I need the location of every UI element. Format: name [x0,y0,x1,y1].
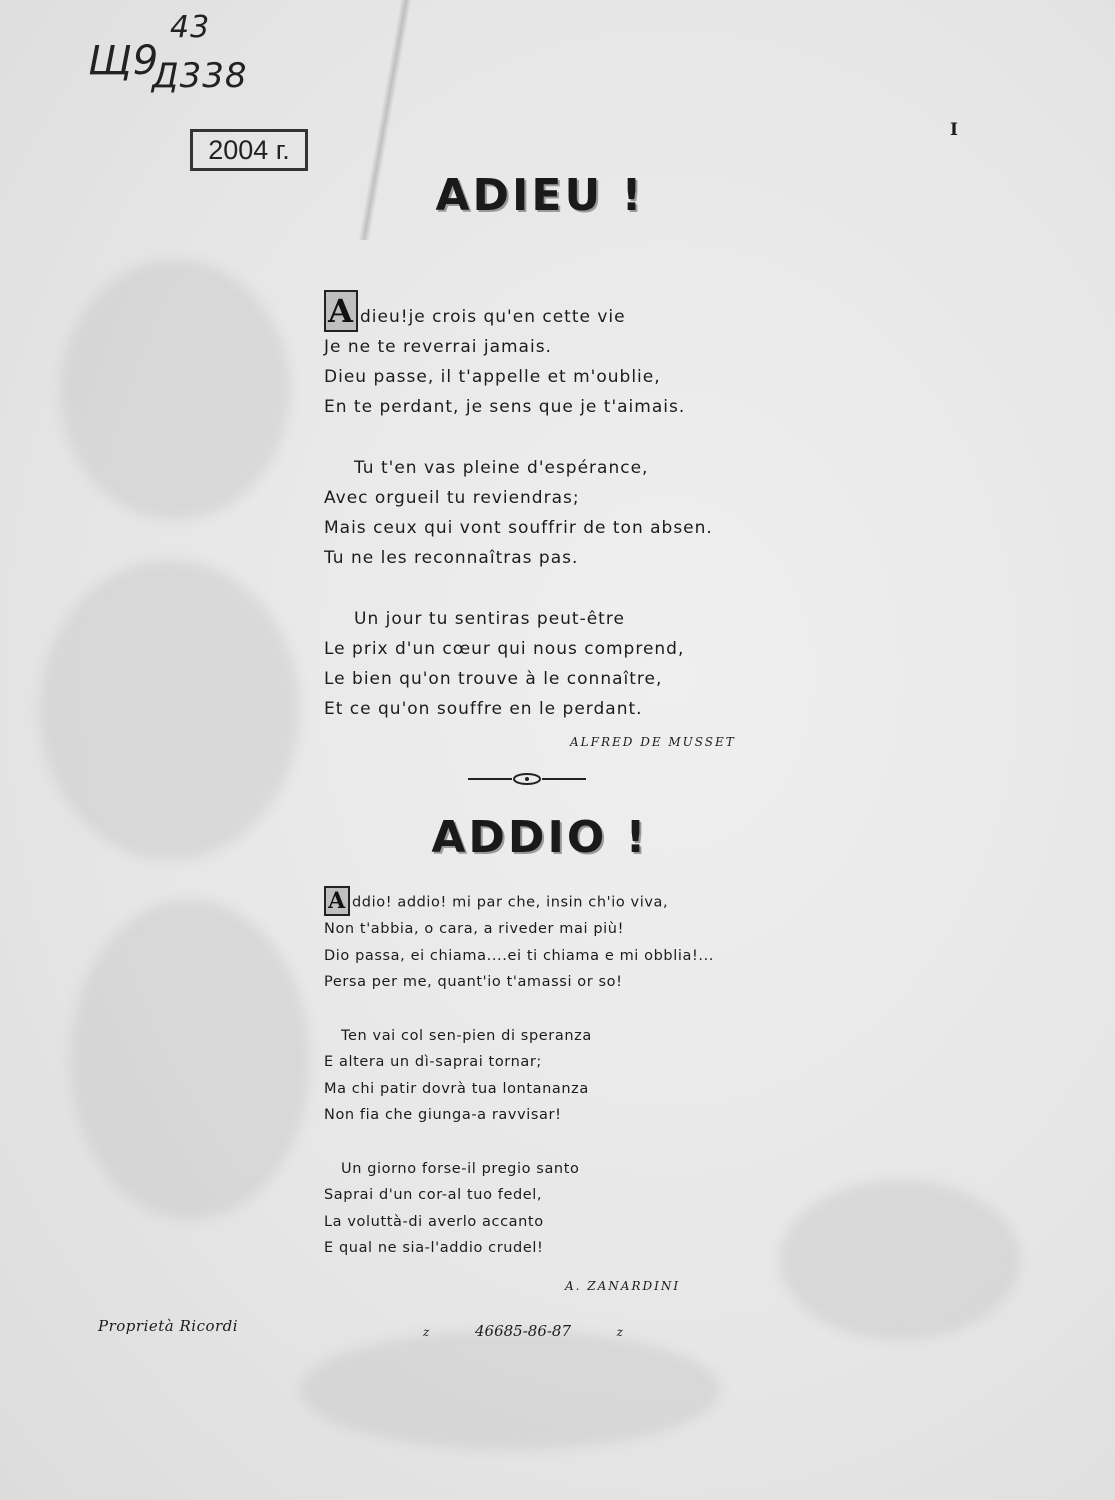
poem-line: A dieu!je crois qu'en cette vie [324,290,713,332]
year-stamp: 2004 г. [190,129,308,171]
poem-line: La voluttà-di averlo accanto [324,1213,544,1230]
poem-line: Tu ne les reconnaîtras pas. [324,548,579,568]
poem-line: Le bien qu'on trouve à le connaître, [324,669,663,689]
poem-line: E qual ne sia-l'addio crudel! [324,1240,544,1256]
water-stain [70,900,310,1220]
poem-line: Saprai d'un cor-al tuo fedel, [324,1187,543,1203]
poem-line: Non t'abbia, o cara, a riveder mai più! [324,921,624,937]
plate-mark: z [423,1325,430,1339]
poem-line: Dio passa, ei chiama....ei ti chiama e mi obblia!... [324,947,714,964]
poem-line: Dieu passe, il t'appelle et m'oublie, [324,367,661,387]
poem-line: Ten vai col sen-pien di speranza [341,1027,592,1044]
water-stain [60,260,290,520]
water-stain [300,1330,720,1450]
italian-title: ADDIO ! [431,812,649,863]
plate-mark: z [616,1325,623,1339]
shelfmark-left: Щ9 [88,38,160,84]
shelfmark-bottom: Д338 [152,56,248,96]
poem-line: Persa per me, quant'io t'amassi or so! [324,974,623,990]
poem-line: Tu t'en vas pleine d'espérance, [354,458,649,478]
poem-line: Et ce qu'on souffre en le perdant. [324,699,643,719]
french-title: ADIEU ! [435,170,645,221]
poem-line: Je ne te reverrai jamais. [324,337,552,357]
drop-cap: A [324,886,350,916]
poem-line: Mais ceux qui vont souffrir de ton absen. [324,518,713,538]
publisher-credit: Proprietà Ricordi [98,1317,239,1335]
poem-line: Avec orgueil tu reviendras; [324,488,580,508]
italian-poem [324,886,714,1262]
plate-number: 46685-86-87 [474,1322,572,1340]
water-stain [40,560,300,860]
italian-author: A. ZANARDINI [565,1279,681,1293]
plate-number-line [423,1322,623,1340]
page-number: I [950,120,958,140]
drop-cap: A [324,290,358,332]
poem-line: A ddio! addio! mi par che, insin ch'io viva, [324,886,714,916]
poem-line: Un jour tu sentiras peut-être [354,609,625,629]
poem-line: E altera un dì-saprai tornar; [324,1054,542,1070]
french-poem [324,290,713,724]
poem-line: Ma chi patir dovrà tua lontananza [324,1080,589,1097]
water-stain [780,1180,1020,1340]
french-author: ALFRED DE MUSSET [570,735,736,749]
poem-line: Non fia che giunga-a ravvisar! [324,1107,562,1123]
divider-ornament [468,772,586,786]
poem-line: Un giorno forse-il pregio santo [341,1160,580,1177]
shelfmark-top: 43 [170,10,211,45]
poem-line: En te perdant, je sens que je t'aimais. [324,397,686,417]
poem-line: Le prix d'un cœur qui nous comprend, [324,639,685,659]
